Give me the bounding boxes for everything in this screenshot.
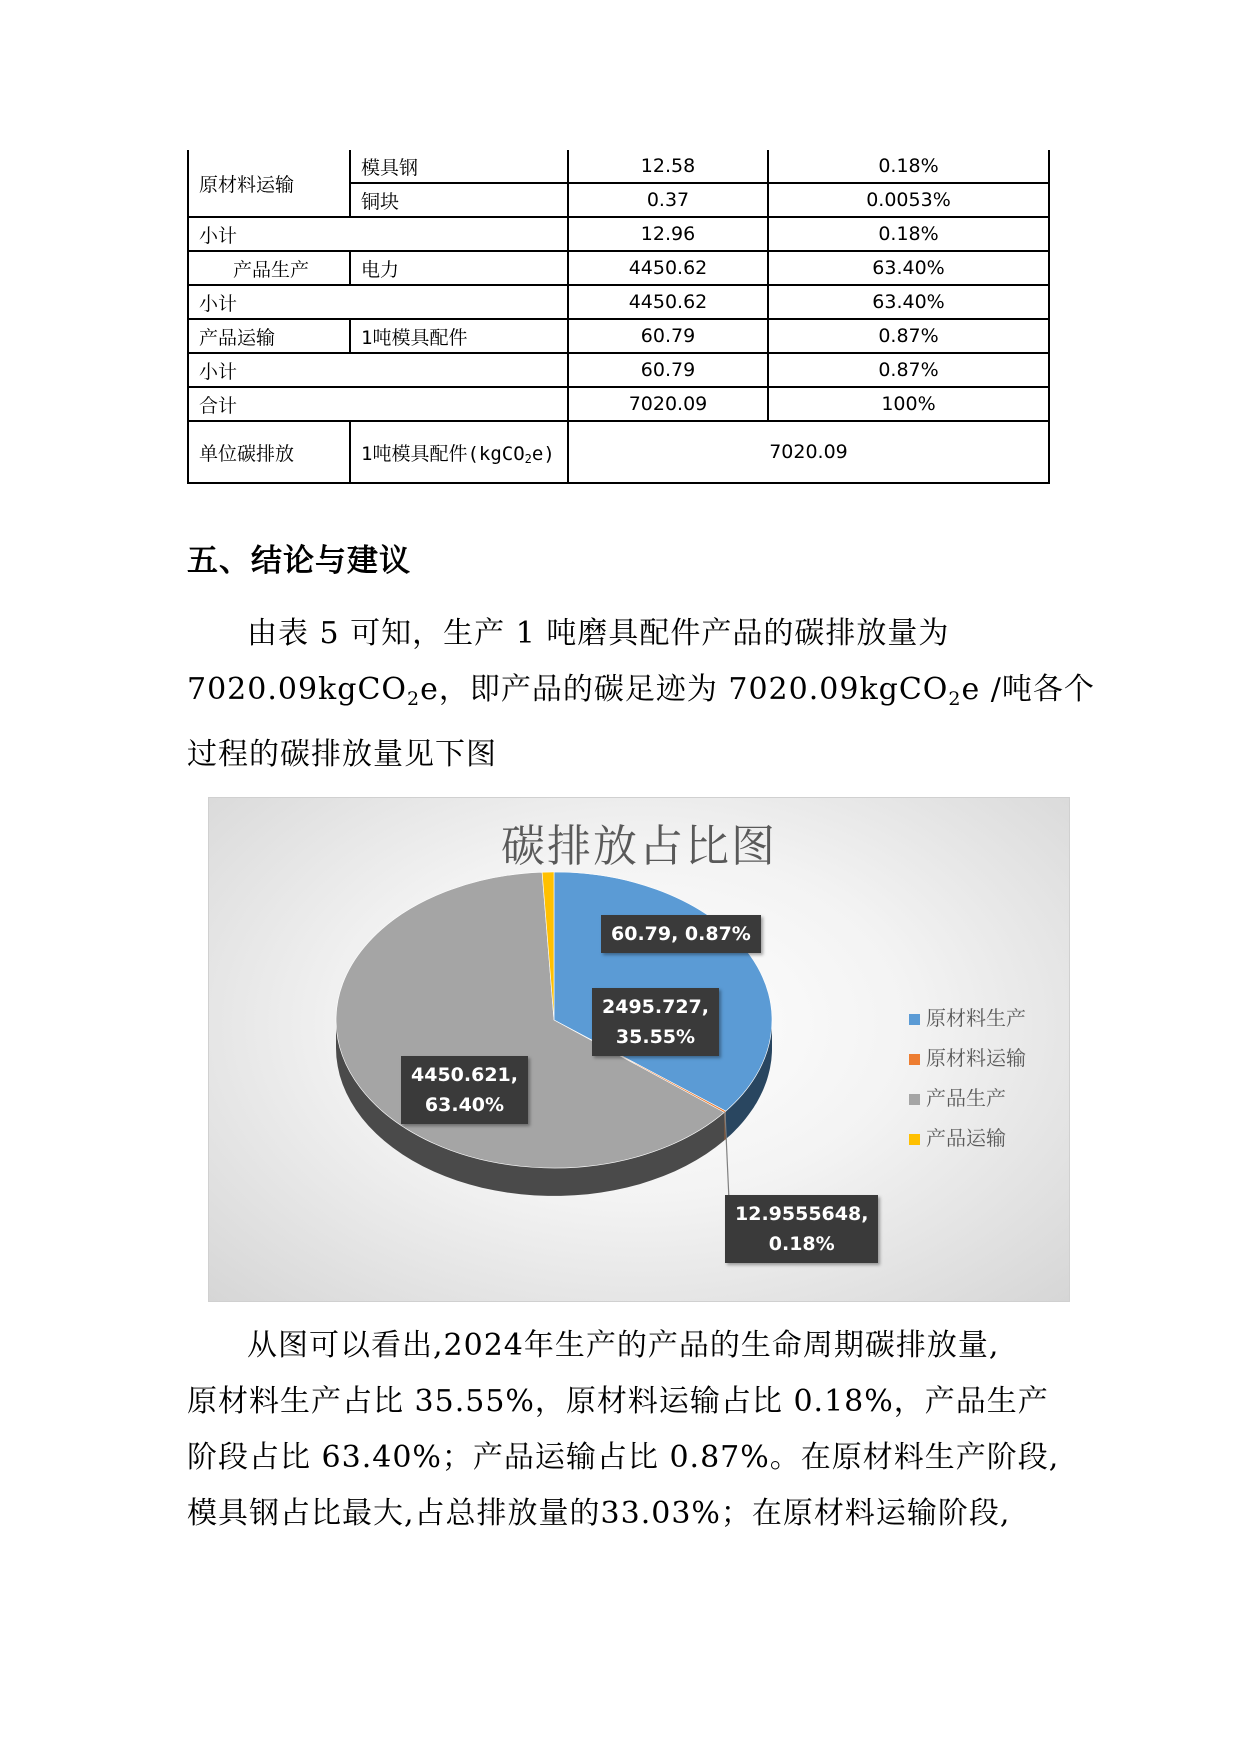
chart-title: 碳排放占比图 bbox=[501, 821, 777, 872]
paragraph bbox=[187, 606, 1095, 783]
data-label-product-production bbox=[401, 1056, 528, 1124]
table-cell: 产品运输 bbox=[188, 319, 350, 353]
table-cell: 0.0053% bbox=[768, 183, 1049, 217]
legend-swatch bbox=[909, 1054, 920, 1065]
table-cell: 0.87% bbox=[768, 319, 1049, 353]
table-cell: 100% bbox=[768, 387, 1049, 421]
table-cell: 63.40% bbox=[768, 285, 1049, 319]
legend-swatch bbox=[909, 1134, 920, 1145]
chart-legend bbox=[909, 998, 1026, 1158]
data-label-line: 12.9555648, bbox=[735, 1203, 869, 1225]
table-cell: 电力 bbox=[350, 251, 568, 285]
table-cell: 小计 bbox=[188, 285, 568, 319]
data-label-line: 4450.621, bbox=[411, 1064, 518, 1086]
paragraph-line: 阶段占比 63.40%；产品运输占比 0.87%。在原材料生产阶段, bbox=[187, 1440, 1060, 1475]
legend-swatch bbox=[909, 1014, 920, 1025]
data-label-line: 63.40% bbox=[424, 1094, 505, 1116]
data-label-product-transport: 60.79, 0.87% bbox=[601, 915, 761, 953]
table-cell: 铜块 bbox=[350, 183, 568, 217]
paragraph-line: 从图可以看出,2024年生产的产品的生命周期碳排放量, bbox=[247, 1328, 1000, 1363]
table-cell: 单位碳排放 bbox=[188, 421, 350, 483]
paragraph-line bbox=[187, 662, 1095, 727]
text-run: e，即产品的碳足迹为 7020.09kgCO bbox=[420, 672, 949, 707]
table-cell: 7020.09 bbox=[568, 387, 768, 421]
legend-item bbox=[909, 1038, 1026, 1078]
table-row bbox=[188, 387, 1049, 421]
table-row bbox=[188, 251, 1049, 285]
table-cell: 12.96 bbox=[568, 217, 768, 251]
table-cell: 0.37 bbox=[568, 183, 768, 217]
legend-label: 原材料运输 bbox=[926, 1046, 1026, 1070]
unit-text: e) bbox=[531, 442, 555, 465]
subscript: 2 bbox=[524, 451, 532, 466]
data-label-line: 35.55% bbox=[615, 1026, 696, 1048]
table-cell: 产品生产 bbox=[188, 251, 350, 285]
table-cell: 模具钢 bbox=[350, 150, 568, 183]
table-cell: 7020.09 bbox=[568, 421, 1049, 483]
table-cell: 合计 bbox=[188, 387, 568, 421]
legend-item bbox=[909, 998, 1026, 1038]
table-row bbox=[188, 285, 1049, 319]
data-label-line: 0.18% bbox=[768, 1233, 835, 1255]
legend-swatch bbox=[909, 1094, 920, 1105]
paragraph-line: 原材料生产占比 35.55%，原材料运输占比 0.18%，产品生产 bbox=[187, 1384, 1049, 1419]
data-label-raw-material-production bbox=[592, 988, 719, 1056]
table-cell: 63.40% bbox=[768, 251, 1049, 285]
text-run: 7020.09kgCO bbox=[187, 672, 407, 707]
legend-item bbox=[909, 1118, 1026, 1158]
data-label-raw-material-transport bbox=[725, 1195, 878, 1263]
paragraph-line: 由表 5 可知，生产 1 吨磨具配件产品的碳排放量为 bbox=[247, 616, 950, 651]
subscript: 2 bbox=[948, 688, 962, 710]
emissions-table bbox=[187, 150, 1050, 484]
pie-chart bbox=[208, 797, 1070, 1302]
paragraph-line: 模具钢占比最大,占总排放量的33.03%；在原材料运输阶段, bbox=[187, 1496, 1011, 1531]
paragraph bbox=[187, 1318, 1060, 1542]
legend-label: 产品生产 bbox=[926, 1086, 1006, 1110]
table-cell: 0.87% bbox=[768, 353, 1049, 387]
table-row bbox=[188, 353, 1049, 387]
table-cell bbox=[350, 421, 568, 483]
table-cell: 4450.62 bbox=[568, 285, 768, 319]
table-cell: 12.58 bbox=[568, 150, 768, 183]
legend-label: 产品运输 bbox=[926, 1126, 1006, 1150]
table-cell: 小计 bbox=[188, 217, 568, 251]
table-row bbox=[188, 319, 1049, 353]
data-label-line: 2495.727, bbox=[602, 996, 709, 1018]
section-heading: 五、结论与建议 bbox=[187, 543, 411, 579]
table-cell: 60.79 bbox=[568, 319, 768, 353]
table-row bbox=[188, 217, 1049, 251]
text-run: e /吨各个 bbox=[961, 672, 1095, 707]
subscript: 2 bbox=[407, 688, 421, 710]
table-cell: 1吨模具配件 bbox=[350, 319, 568, 353]
paragraph-line: 过程的碳排放量见下图 bbox=[187, 737, 497, 772]
table-cell: 0.18% bbox=[768, 150, 1049, 183]
table-cell: 60.79 bbox=[568, 353, 768, 387]
table-row bbox=[188, 150, 1049, 183]
table-cell: 4450.62 bbox=[568, 251, 768, 285]
unit-text: 1吨模具配件(kgCO bbox=[361, 442, 525, 465]
legend-label: 原材料生产 bbox=[926, 1006, 1026, 1030]
table-cell: 原材料运输 bbox=[188, 150, 350, 217]
table-cell: 0.18% bbox=[768, 217, 1049, 251]
legend-item bbox=[909, 1078, 1026, 1118]
table-cell: 小计 bbox=[188, 353, 568, 387]
table-row bbox=[188, 421, 1049, 483]
